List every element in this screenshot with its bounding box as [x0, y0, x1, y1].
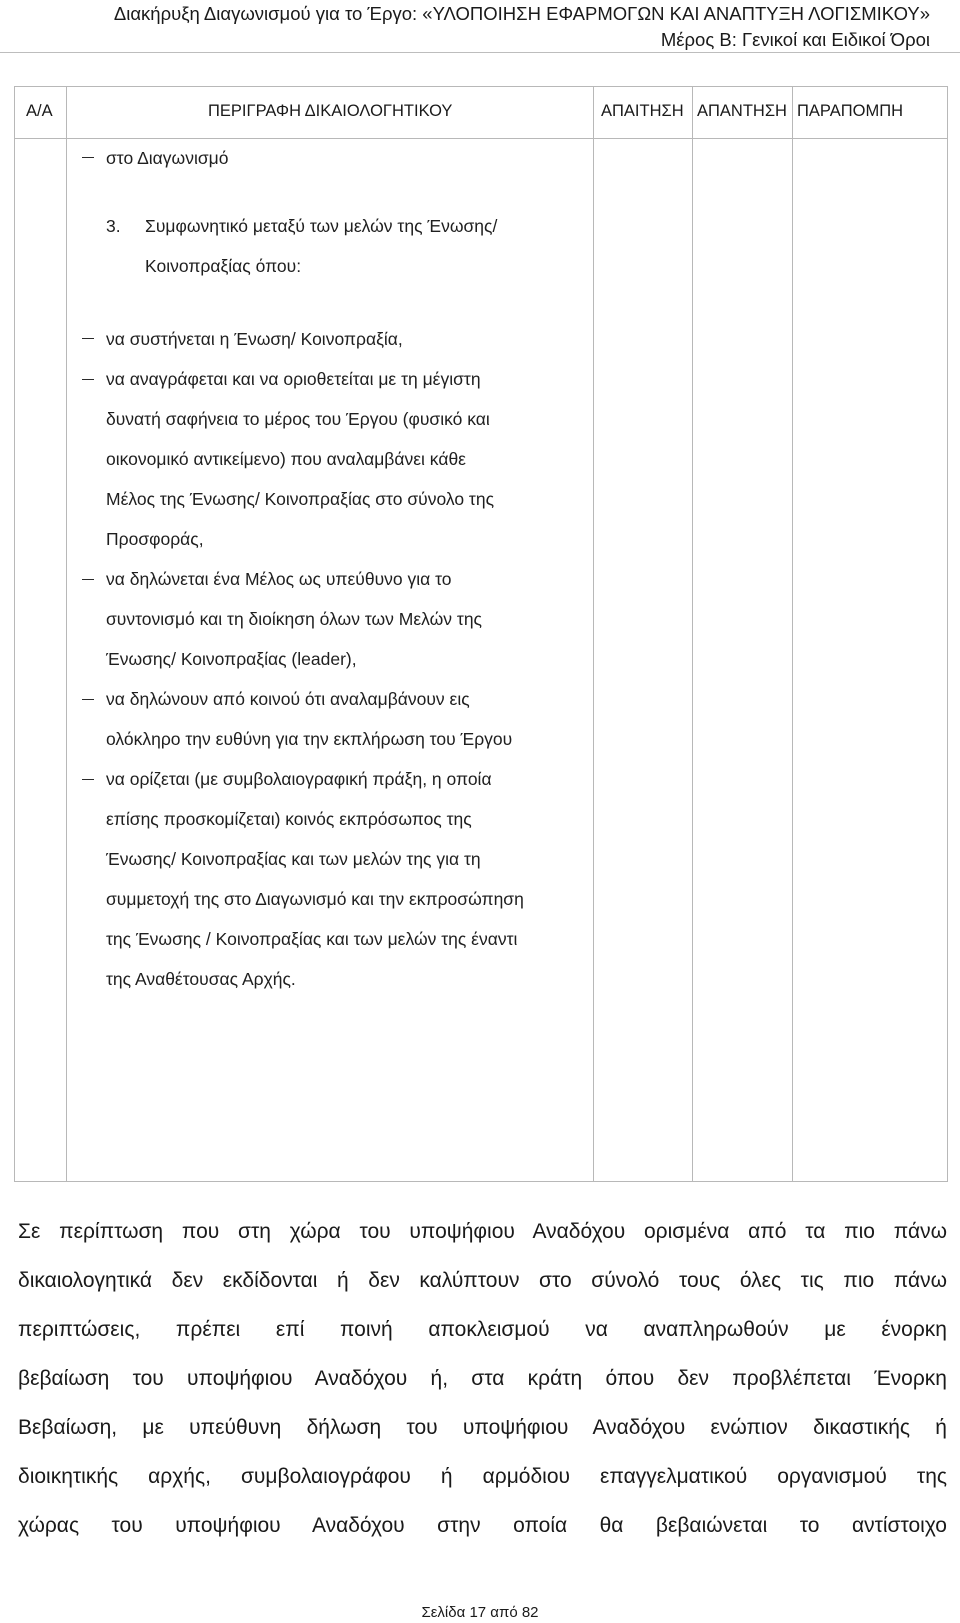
header-divider	[0, 52, 960, 53]
document-header-subtitle: Μέρος Β: Γενικοί και Ειδικοί Όροι	[660, 29, 930, 50]
body-paragraph-line: βεβαίωση του υποψήφιου Αναδόχου ή, στα κράτη όπου δεν προβλέπεται Ένορκη	[18, 1367, 947, 1390]
bullet-line: ολόκληρο την ευθύνη για την εκπλήρωση του Έργου	[106, 729, 513, 749]
bullet-line: επίσης προσκομίζεται) κοινός εκπρόσωπος της	[106, 809, 472, 829]
dash-bullet	[82, 779, 94, 780]
body-paragraph-line: χώρας του υποψήφιου Αναδόχου στην οποία θα βεβαιώνεται το αντίστοιχο	[18, 1514, 947, 1537]
column-header-description: ΠΕΡΙΓΡΑΦΗ ΔΙΚΑΙΟΛΟΓΗΤΙΚΟΥ	[208, 102, 453, 120]
continued-item-text: στο Διαγωνισμό	[106, 148, 229, 168]
item-number: 3.	[106, 216, 121, 236]
column-divider	[792, 87, 793, 1181]
body-paragraph-line: Σε περίπτωση που στη χώρα του υποψήφιου Αναδόχου ορισμένα από τα πιο πάνω	[18, 1220, 947, 1243]
bullet-line: Προσφοράς,	[106, 529, 204, 549]
dash-bullet	[82, 157, 94, 158]
column-header-aa: Α/Α	[26, 102, 53, 120]
document-header-title: Διακήρυξη Διαγωνισμού για το Έργο: «ΥΛΟΠΟΙΗΣΗ ΕΦΑΡΜΟΓΩΝ ΚΑΙ ΑΝΑΠΤΥΞΗ ΛΟΓΙΣΜΙΚΟΥ»	[113, 3, 930, 24]
column-header-requirement: ΑΠΑΙΤΗΣΗ	[601, 102, 684, 120]
body-paragraph-line: διοικητικής αρχής, συμβολαιογράφου ή αρμόδιου επαγγελματικού οργανισμού της	[18, 1465, 947, 1488]
dash-bullet	[82, 579, 94, 580]
page-number: Σελίδα 17 από 82	[421, 1604, 539, 1621]
dash-bullet	[82, 379, 94, 380]
column-divider	[593, 87, 594, 1181]
bullet-line: να δηλώνεται ένα Μέλος ως υπεύθυνο για το	[106, 569, 452, 589]
body-paragraph-line: περιπτώσεις, πρέπει επί ποινή αποκλεισμού να αναπληρωθούν με ένορκη	[18, 1318, 947, 1341]
header-row-divider	[15, 138, 947, 139]
bullet-line: δυνατή σαφήνεια το μέρος του Έργου (φυσικό και	[106, 409, 490, 429]
bullet-line: να ορίζεται (με συμβολαιογραφική πράξη, η οποία	[106, 769, 492, 789]
dash-bullet	[82, 699, 94, 700]
bullet-line: να συστήνεται η Ένωση/ Κοινοπραξία,	[106, 329, 403, 349]
bullet-line: της Αναθέτουσας Αρχής.	[106, 969, 296, 989]
body-paragraph-line: Βεβαίωση, με υπεύθυνη δήλωση του υποψήφιου Αναδόχου ενώπιον δικαστικής ή	[18, 1416, 947, 1439]
dash-bullet	[82, 338, 94, 339]
bullet-line: Μέλος της Ένωσης/ Κοινοπραξίας στο σύνολο της	[106, 489, 494, 509]
requirements-table	[14, 86, 948, 1182]
column-divider	[692, 87, 693, 1181]
column-header-reference: ΠΑΡΑΠΟΜΠΗ	[797, 102, 904, 120]
item-3-title-line: Κοινοπραξίας όπου:	[145, 256, 302, 276]
bullet-line: οικονομικό αντικείμενο) που αναλαμβάνει κάθε	[106, 449, 466, 469]
bullet-line: να δηλώνουν από κοινού ότι αναλαμβάνουν εις	[106, 689, 470, 709]
bullet-line: συμμετοχή της στο Διαγωνισμό και την εκπροσώπηση	[106, 889, 524, 909]
bullet-line: Ένωσης/ Κοινοπραξίας και των μελών της για τη	[106, 849, 481, 869]
bullet-line: να αναγράφεται και να οριοθετείται με τη μέγιστη	[106, 369, 481, 389]
bullet-line: της Ένωσης / Κοινοπραξίας και των μελών της έναντι	[106, 929, 518, 949]
column-divider	[66, 87, 67, 1181]
bullet-line: Ένωσης/ Κοινοπραξίας (leader),	[106, 649, 357, 669]
column-header-answer: ΑΠΑΝΤΗΣΗ	[697, 102, 787, 120]
item-3-title-line: Συμφωνητικό μεταξύ των μελών της Ένωσης/	[145, 216, 498, 236]
bullet-line: συντονισμό και τη διοίκηση όλων των Μελών της	[106, 609, 482, 629]
body-paragraph-line: δικαιολογητικά δεν εκδίδονται ή δεν καλύπτουν στο σύνολό τους όλες τις πιο πάνω	[18, 1269, 947, 1292]
